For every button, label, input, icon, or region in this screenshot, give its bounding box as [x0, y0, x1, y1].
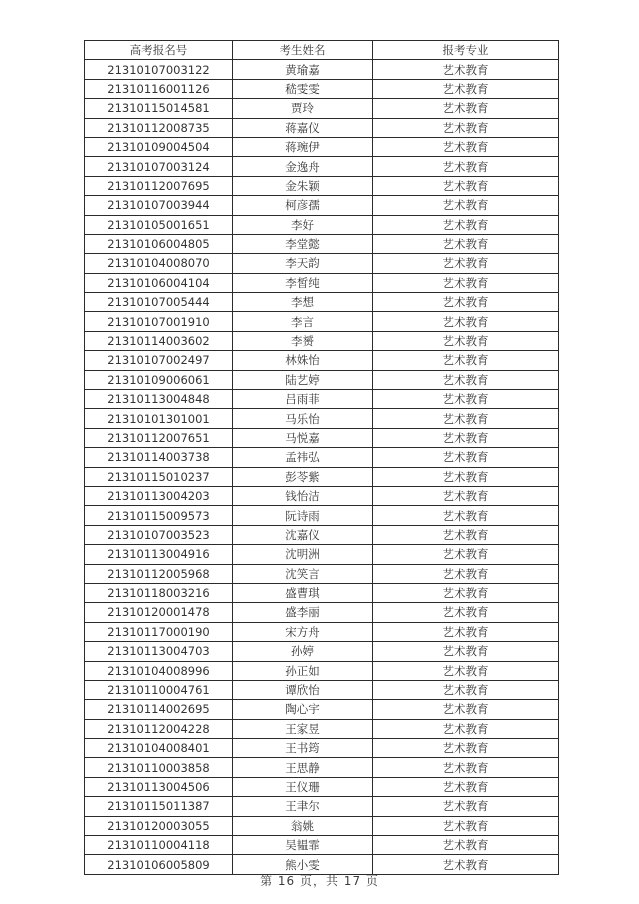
exam-id-cell: 21310109006061	[85, 370, 233, 389]
applied-major-cell: 艺术教育	[373, 448, 559, 467]
exam-id-cell: 21310107005444	[85, 293, 233, 312]
exam-id-cell: 21310110003858	[85, 758, 233, 777]
table-row	[85, 797, 559, 816]
applied-major-cell: 艺术教育	[373, 428, 559, 447]
candidate-name-cell: 盛曹琪	[233, 583, 373, 602]
exam-id-cell: 21310110004761	[85, 680, 233, 699]
table-row	[85, 390, 559, 409]
candidate-name-cell: 李天韵	[233, 254, 373, 273]
exam-id-cell: 21310115011387	[85, 797, 233, 816]
table-row	[85, 215, 559, 234]
table-row	[85, 816, 559, 835]
candidate-name-cell: 马乐怡	[233, 409, 373, 428]
table-row	[85, 486, 559, 505]
table-row	[85, 254, 559, 273]
table-row	[85, 448, 559, 467]
applied-major-cell: 艺术教育	[373, 661, 559, 680]
table-row	[85, 700, 559, 719]
applied-major-cell: 艺术教育	[373, 545, 559, 564]
candidate-name-cell: 金逸舟	[233, 157, 373, 176]
candidate-name-cell: 李言	[233, 312, 373, 331]
applied-major-cell: 艺术教育	[373, 137, 559, 156]
applied-major-cell: 艺术教育	[373, 506, 559, 525]
table-row	[85, 506, 559, 525]
applied-major-cell: 艺术教育	[373, 486, 559, 505]
applied-major-cell: 艺术教育	[373, 739, 559, 758]
applied-major-cell: 艺术教育	[373, 797, 559, 816]
candidate-name-cell: 孙婷	[233, 642, 373, 661]
candidate-name-cell: 王仪珊	[233, 777, 373, 796]
header-row	[85, 41, 559, 60]
candidate-name-cell: 宋方舟	[233, 622, 373, 641]
exam-id-cell: 21310112007651	[85, 428, 233, 447]
applied-major-cell: 艺术教育	[373, 118, 559, 137]
table-row	[85, 467, 559, 486]
applied-major-cell: 艺术教育	[373, 293, 559, 312]
table-row	[85, 680, 559, 699]
exam-id-cell: 21310112004228	[85, 719, 233, 738]
candidate-name-cell: 王聿尔	[233, 797, 373, 816]
applied-major-cell: 艺术教育	[373, 79, 559, 98]
exam-id-cell: 21310113004506	[85, 777, 233, 796]
candidate-name-cell: 李想	[233, 293, 373, 312]
table-row	[85, 428, 559, 447]
table-row	[85, 351, 559, 370]
exam-id-cell: 21310115010237	[85, 467, 233, 486]
exam-id-cell: 21310117000190	[85, 622, 233, 641]
applied-major-cell: 艺术教育	[373, 254, 559, 273]
candidate-name-cell: 彭苓紫	[233, 467, 373, 486]
applied-major-cell: 艺术教育	[373, 622, 559, 641]
exam-id-cell: 21310106004104	[85, 273, 233, 292]
exam-id-cell: 21310101301001	[85, 409, 233, 428]
applied-major-cell: 艺术教育	[373, 99, 559, 118]
candidate-name-cell: 马悦嘉	[233, 428, 373, 447]
candidate-name-cell: 贾玲	[233, 99, 373, 118]
candidate-name-cell: 翁姚	[233, 816, 373, 835]
exam-id-cell: 21310114003738	[85, 448, 233, 467]
applied-major-cell: 艺术教育	[373, 312, 559, 331]
exam-id-cell: 21310107003944	[85, 196, 233, 215]
applied-major-cell: 艺术教育	[373, 836, 559, 855]
applied-major-cell: 艺术教育	[373, 60, 559, 79]
applied-major-cell: 艺术教育	[373, 331, 559, 350]
candidate-name-cell: 吴韫霏	[233, 836, 373, 855]
table-row	[85, 758, 559, 777]
candidate-name-cell: 蒋琬伊	[233, 137, 373, 156]
exam-id-cell: 21310106005809	[85, 855, 233, 874]
table-row	[85, 293, 559, 312]
table-row	[85, 564, 559, 583]
exam-id-cell: 21310105001651	[85, 215, 233, 234]
exam-id-cell: 21310112008735	[85, 118, 233, 137]
table-row	[85, 176, 559, 195]
exam-id-cell: 21310116001126	[85, 79, 233, 98]
exam-id-cell: 21310106004805	[85, 234, 233, 253]
applied-major-cell: 艺术教育	[373, 700, 559, 719]
candidate-name-cell: 熊小雯	[233, 855, 373, 874]
header-exam-id: 高考报名号	[85, 41, 233, 60]
candidate-name-cell: 蒋嘉仪	[233, 118, 373, 137]
table-row	[85, 836, 559, 855]
candidate-name-cell: 王思静	[233, 758, 373, 777]
applied-major-cell: 艺术教育	[373, 390, 559, 409]
table-row	[85, 409, 559, 428]
table-row	[85, 99, 559, 118]
candidate-name-cell: 沈嘉仪	[233, 525, 373, 544]
exam-id-cell: 21310115014581	[85, 99, 233, 118]
exam-id-cell: 21310107002497	[85, 351, 233, 370]
candidate-name-cell: 沈笑言	[233, 564, 373, 583]
exam-id-cell: 21310115009573	[85, 506, 233, 525]
table-row	[85, 234, 559, 253]
table-row	[85, 196, 559, 215]
exam-id-cell: 21310107003124	[85, 157, 233, 176]
candidate-name-cell: 林姝怡	[233, 351, 373, 370]
applied-major-cell: 艺术教育	[373, 176, 559, 195]
candidate-name-cell: 陶心宇	[233, 700, 373, 719]
candidate-name-cell: 吕雨菲	[233, 390, 373, 409]
candidate-name-cell: 沈明洲	[233, 545, 373, 564]
applied-major-cell: 艺术教育	[373, 603, 559, 622]
records-table-body	[85, 60, 559, 874]
candidate-name-cell: 李堂懿	[233, 234, 373, 253]
table-row	[85, 719, 559, 738]
candidate-name-cell: 嵇雯雯	[233, 79, 373, 98]
applied-major-cell: 艺术教育	[373, 642, 559, 661]
applied-major-cell: 艺术教育	[373, 234, 559, 253]
candidate-name-cell: 李好	[233, 215, 373, 234]
exam-id-cell: 21310113004203	[85, 486, 233, 505]
exam-id-cell: 21310120003055	[85, 816, 233, 835]
table-row	[85, 157, 559, 176]
applied-major-cell: 艺术教育	[373, 370, 559, 389]
applied-major-cell: 艺术教育	[373, 157, 559, 176]
applied-major-cell: 艺术教育	[373, 273, 559, 292]
candidate-name-cell: 孙正如	[233, 661, 373, 680]
candidate-name-cell: 孟祎弘	[233, 448, 373, 467]
applied-major-cell: 艺术教育	[373, 564, 559, 583]
table-row	[85, 739, 559, 758]
applied-major-cell: 艺术教育	[373, 525, 559, 544]
candidate-name-cell: 李赟	[233, 331, 373, 350]
applied-major-cell: 艺术教育	[373, 583, 559, 602]
page-number-footer: 第 16 页，共 17 页	[260, 874, 379, 888]
applied-major-cell: 艺术教育	[373, 215, 559, 234]
table-header	[85, 41, 559, 60]
applied-major-cell: 艺术教育	[373, 196, 559, 215]
header-applied-major: 报考专业	[373, 41, 559, 60]
header-candidate-name: 考生姓名	[233, 41, 373, 60]
applied-major-cell: 艺术教育	[373, 758, 559, 777]
applied-major-cell: 艺术教育	[373, 855, 559, 874]
exam-id-cell: 21310113004848	[85, 390, 233, 409]
candidate-name-cell: 谭欣怡	[233, 680, 373, 699]
table-row	[85, 525, 559, 544]
candidate-name-cell: 钱怡洁	[233, 486, 373, 505]
candidates-table	[84, 40, 559, 875]
exam-id-cell: 21310112007695	[85, 176, 233, 195]
table-row	[85, 777, 559, 796]
candidate-name-cell: 李皙纯	[233, 273, 373, 292]
applied-major-cell: 艺术教育	[373, 816, 559, 835]
exam-id-cell: 21310104008401	[85, 739, 233, 758]
exam-id-cell: 21310113004703	[85, 642, 233, 661]
exam-id-cell: 21310110004118	[85, 836, 233, 855]
exam-id-cell: 21310113004916	[85, 545, 233, 564]
exam-id-cell: 21310107003122	[85, 60, 233, 79]
candidate-name-cell: 黄瑜嘉	[233, 60, 373, 79]
exam-id-cell: 21310109004504	[85, 137, 233, 156]
table-row	[85, 642, 559, 661]
candidate-name-cell: 金朱颖	[233, 176, 373, 195]
exam-id-cell: 21310107003523	[85, 525, 233, 544]
table-row	[85, 661, 559, 680]
table-row	[85, 370, 559, 389]
table-row	[85, 545, 559, 564]
applied-major-cell: 艺术教育	[373, 777, 559, 796]
candidate-name-cell: 阮诗雨	[233, 506, 373, 525]
applied-major-cell: 艺术教育	[373, 719, 559, 738]
table-row	[85, 312, 559, 331]
table-row	[85, 273, 559, 292]
candidate-name-cell: 柯彦孺	[233, 196, 373, 215]
candidate-name-cell: 陆艺婷	[233, 370, 373, 389]
candidate-name-cell: 王家昱	[233, 719, 373, 738]
exam-id-cell: 21310104008996	[85, 661, 233, 680]
table-row	[85, 583, 559, 602]
exam-id-cell: 21310118003216	[85, 583, 233, 602]
candidate-name-cell: 盛李丽	[233, 603, 373, 622]
table-row	[85, 118, 559, 137]
table-row	[85, 603, 559, 622]
exam-id-cell: 21310120001478	[85, 603, 233, 622]
applied-major-cell: 艺术教育	[373, 351, 559, 370]
applied-major-cell: 艺术教育	[373, 467, 559, 486]
candidate-name-cell: 王书筠	[233, 739, 373, 758]
table-row	[85, 331, 559, 350]
exam-id-cell: 21310114002695	[85, 700, 233, 719]
applied-major-cell: 艺术教育	[373, 680, 559, 699]
table-row	[85, 622, 559, 641]
exam-id-cell: 21310104008070	[85, 254, 233, 273]
exam-id-cell: 21310114003602	[85, 331, 233, 350]
exam-id-cell: 21310107001910	[85, 312, 233, 331]
table-row	[85, 137, 559, 156]
table-row	[85, 60, 559, 79]
applied-major-cell: 艺术教育	[373, 409, 559, 428]
table-row	[85, 79, 559, 98]
exam-id-cell: 21310112005968	[85, 564, 233, 583]
